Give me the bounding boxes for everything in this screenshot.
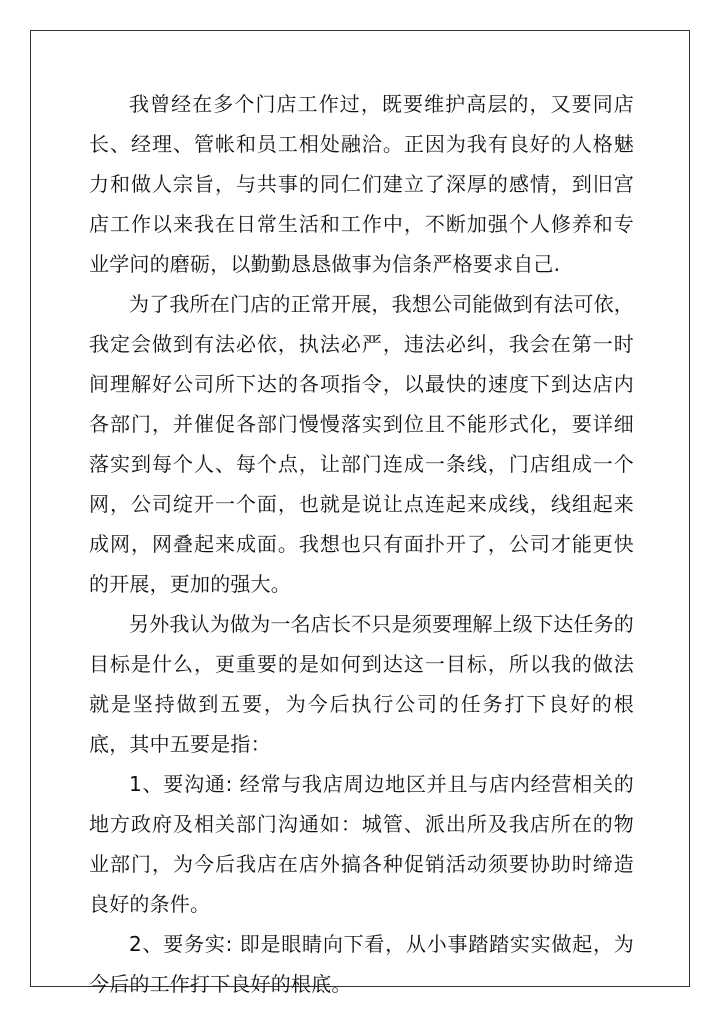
list-item-communicate: 1、要沟通: 经常与我店周边地区并且与店内经营相关的地方政府及相关部门沟通如：城管、派出所及我店所在的物业部门，为今后我店在店外搞各种促销活动须要协助时缔造良好的条件。 bbox=[89, 772, 634, 916]
document-body bbox=[89, 84, 634, 1004]
paragraph-intro: 我曾经在多个门店工作过，既要维护高层的，又要同店长、经理、管帐和员工相处融洽。正因为我有良好的人格魅力和做人宗旨，与共事的同仁们建立了深厚的感情，到旧宫店工作以来我在日常生活和工作中，不断加强个人修养和专业学问的磨砺，以勤勤恳恳做事为信条严格要求自己. bbox=[89, 92, 634, 276]
list-item-pragmatic: 2、要务实: 即是眼睛向下看，从小事踏踏实实做起，为今后的工作打下良好的根底。 bbox=[89, 932, 634, 996]
paragraph-five-musts: 另外我认为做为一名店长不只是须要理解上级下达任务的目标是什么，更重要的是如何到达这一目标，所以我的做法就是坚持做到五要，为今后执行公司的任务打下良好的根底，其中五要是指： bbox=[89, 612, 634, 756]
paragraph-execution: 为了我所在门店的正常开展，我想公司能做到有法可依，我定会做到有法必依，执法必严，违法必纠，我会在第一时间理解好公司所下达的各项指令，以最快的速度下到达店内各部门，并催促各部门慢慢落实到位且不能形式化，要详细落实到每个人、每个点，让部门连成一条线，门店组成一个网，公司绽开一个面，也就是说让点连起来成线，线组起来成网，网叠起来成面。我想也只有面扑开了，公司才能更快的开展，更加的强大。 bbox=[89, 292, 634, 596]
